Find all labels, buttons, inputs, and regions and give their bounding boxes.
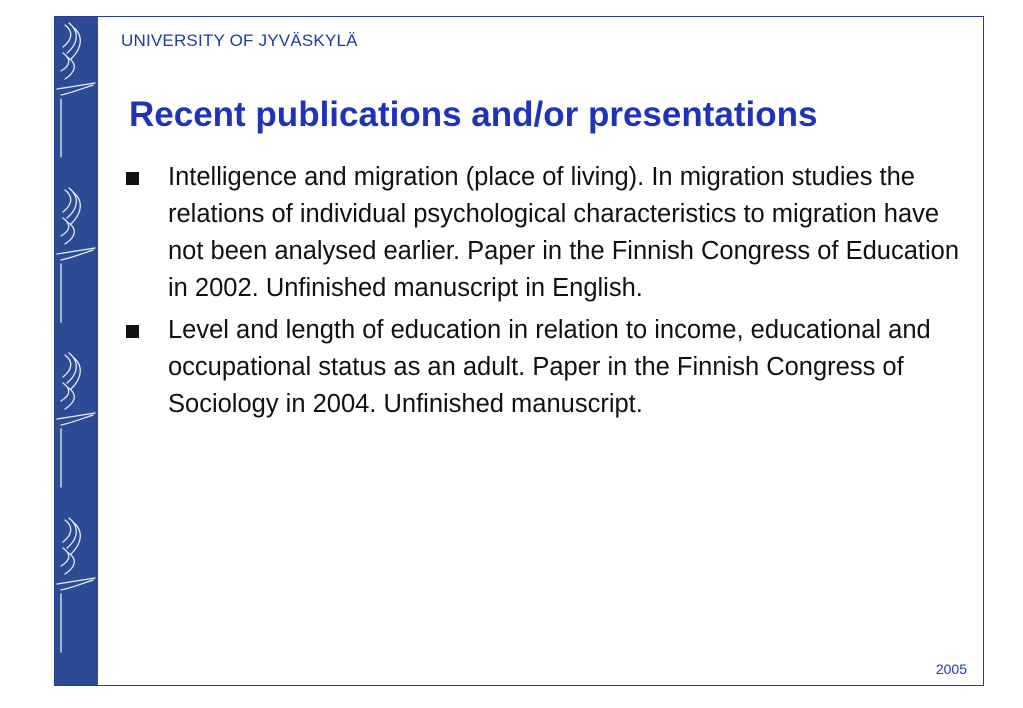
bullet-text: Intelligence and migration (place of living). In migration studies the relations of individual psychological characteristics to migration have not been analysed earlier. Paper in the Finnish Congress of Education in 2002. Unfinished manuscript in English.	[168, 163, 959, 302]
slide	[54, 16, 984, 686]
university-logo-torch-icon	[55, 17, 98, 685]
side-band	[55, 17, 98, 685]
bullet-text: Level and length of education in relation to income, educational and occupational status as an adult. Paper in the Finnish Congress of Sociology in 2004. Unfinished manuscript.	[168, 316, 931, 418]
bullet-item	[121, 159, 971, 307]
square-bullet-icon	[126, 172, 139, 185]
university-name: UNIVERSITY OF JYVÄSKYLÄ	[121, 31, 358, 50]
bullet-list	[121, 159, 971, 428]
bullet-item	[121, 312, 971, 423]
square-bullet-icon	[126, 325, 139, 338]
footer-year: 2005	[935, 661, 967, 677]
slide-title: Recent publications and/or presentations	[129, 95, 818, 134]
